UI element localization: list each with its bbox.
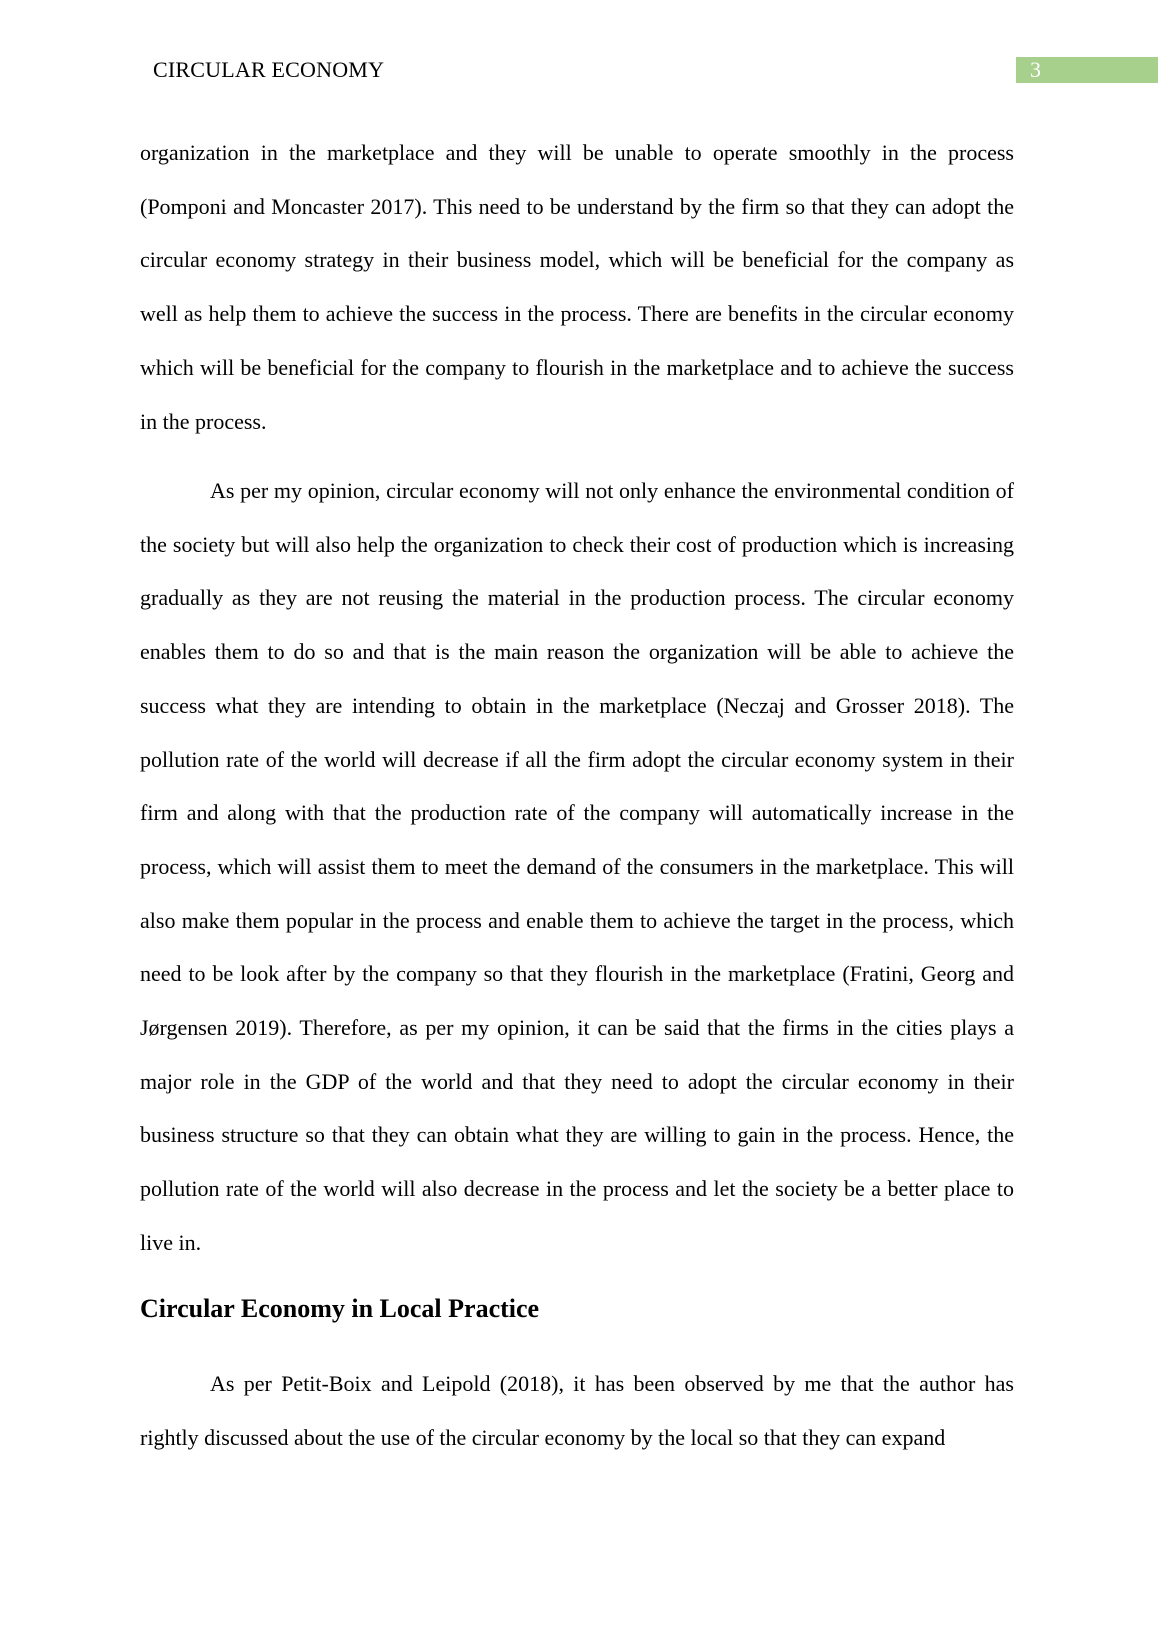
section-paragraph: As per Petit-Boix and Leipold (2018), it has been observed by me that the author has rightly discussed about the use of the circular economy by the local so that they can expand (140, 1371, 1014, 1450)
body-paragraph: As per my opinion, circular economy will not only enhance the environmental condition of the society but will also help the organization to check their cost of production which is increasing gradually as they are not reusing the material in the production process. The circular economy enables them to do so and that is the main reason the organization will be able to achieve the success what they are intending to obtain in the marketplace (Neczaj and Grosser 2018). The pollution rate of the world will decrease if all the firm adopt the circular economy system in their firm and along with that the production rate of the company will automatically increase in the process, which will assist them to meet the demand of the consumers in the marketplace. This will also make them popular in the process and enable them to achieve the target in the process, which need to be look after by the company so that they flourish in the marketplace (Fratini, Georg and Jørgensen 2019). Therefore, as per my opinion, it can be said that the firms in the cities plays a major role in the GDP of the world and that they need to adopt the circular economy in their business structure so that they can obtain what they are willing to gain in the process. Hence, the pollution rate of the world will also decrease in the process and let the society be a better place to live in. (140, 478, 1014, 1255)
page-number-box (1016, 57, 1158, 83)
section-heading: Circular Economy in Local Practice (140, 1294, 540, 1323)
page-number: 3 (1030, 57, 1041, 82)
body-paragraph: organization in the marketplace and they will be unable to operate smoothly in the process (Pomponi and Moncaster 2017). This need to be understand by the firm so that they can adopt the circular economy strategy in their business model, which will be beneficial for the company as well as help them to achieve the success in the process. There are benefits in the circular economy which will be beneficial for the company to flourish in the marketplace and to achieve the success in the process. (140, 140, 1014, 434)
running-head: CIRCULAR ECONOMY (153, 57, 385, 82)
